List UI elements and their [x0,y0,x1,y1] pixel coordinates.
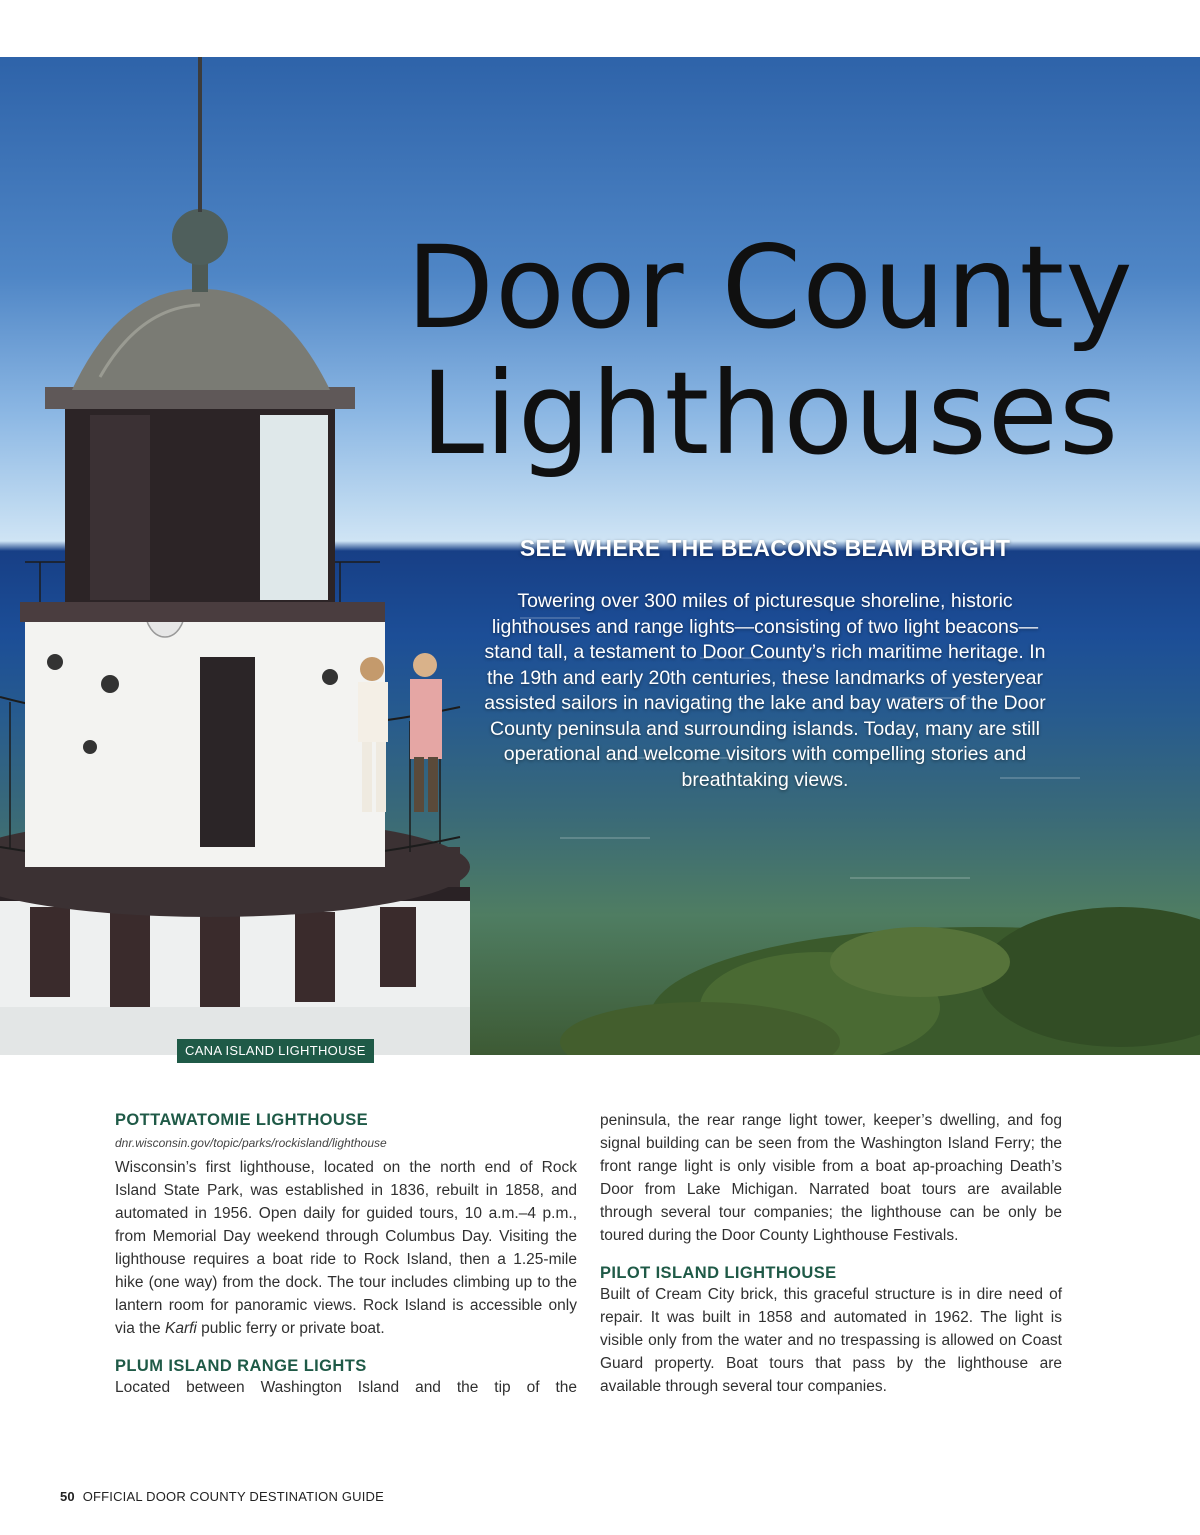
visitors [358,653,442,812]
page-footer [60,1489,384,1504]
title-line-2: Lighthouses [420,347,1120,480]
intro-paragraph: Towering over 300 miles of picturesque shoreline, historic lighthouses and range lights—consisting of two light beacons—stand tall, a testament to Door County’s rich maritime heritage. In the 19th and early 20th centuries, these landmarks of yesteryear assisted sailors in navigating the lake and bay waters of the Door County peninsula and surrounding islands. Today, many are still operational and welcome visitors with compelling stories and breathtaking views. [484,590,1046,791]
section-url-pottawatomie: dnr.wisconsin.gov/topic/parks/rockisland/lighthouse [115,1136,387,1150]
shore-trees [560,907,1200,1055]
hero-photo [0,57,1200,1055]
section-text-pilot: Built of Cream City brick, this graceful structure is in dire need of repair. It was built in 1858 and automated in 1962. The light is visible only from the water and no trespassing is allowed on Coast Guard property. Boat tours that pass by the lighthouse are available through several tour companies. [600,1286,1062,1395]
publication-name: OFFICIAL DOOR COUNTY DESTINATION GUIDE [82,1489,385,1504]
section-text-plum-continued: peninsula, the rear range light tower, keeper’s dwelling, and fog signal building can be seen from the Washington Island Ferry; the front range light is only visible from a boat ap-proaching Death’s Door from Lake Michigan. Narrated boat tours are available through several tour companies; the lighthouse can be only be toured during the Door County Lighthouse Festivals. [600,1112,1062,1244]
section-text-plum-start: Located between Washington Island and the tip of the [115,1379,577,1396]
article-column-left [115,1110,577,1399]
section-text-pottawatomie [115,1156,577,1340]
subtitle: SEE WHERE THE BEACONS BEAM BRIGHT [519,535,1011,561]
section-heading-pilot: PILOT ISLAND LIGHTHOUSE [600,1264,837,1282]
article-column-right [600,1109,1062,1398]
text-segment: Wisconsin’s first lighthouse, located on the north end of Rock Island State Park, was established in 1836, rebuilt in 1858, and automated in 1956. Open daily for guided tours, 10 a.m.–4 p.m., from Memorial Day weekend through Columbus Day. Visiting the lighthouse requires a boat ride to Rock Island, then a 1.25-mile hike (one way) from the dock. The tour includes climbing up to the lantern room for panoramic views. Rock Island is accessible only via the [115,1159,577,1337]
ferry-name: Karfi [164,1320,197,1337]
section-heading-plum: PLUM ISLAND RANGE LIGHTS [115,1357,367,1375]
text-segment: public ferry or private boat. [196,1320,385,1337]
page-number: 50 [60,1489,75,1504]
photo-caption: CANA ISLAND LIGHTHOUSE [177,1039,374,1063]
page-title [360,221,1180,480]
section-heading-pottawatomie: POTTAWATOMIE LIGHTHOUSE [115,1111,369,1129]
title-line-1: Door County [406,221,1134,354]
